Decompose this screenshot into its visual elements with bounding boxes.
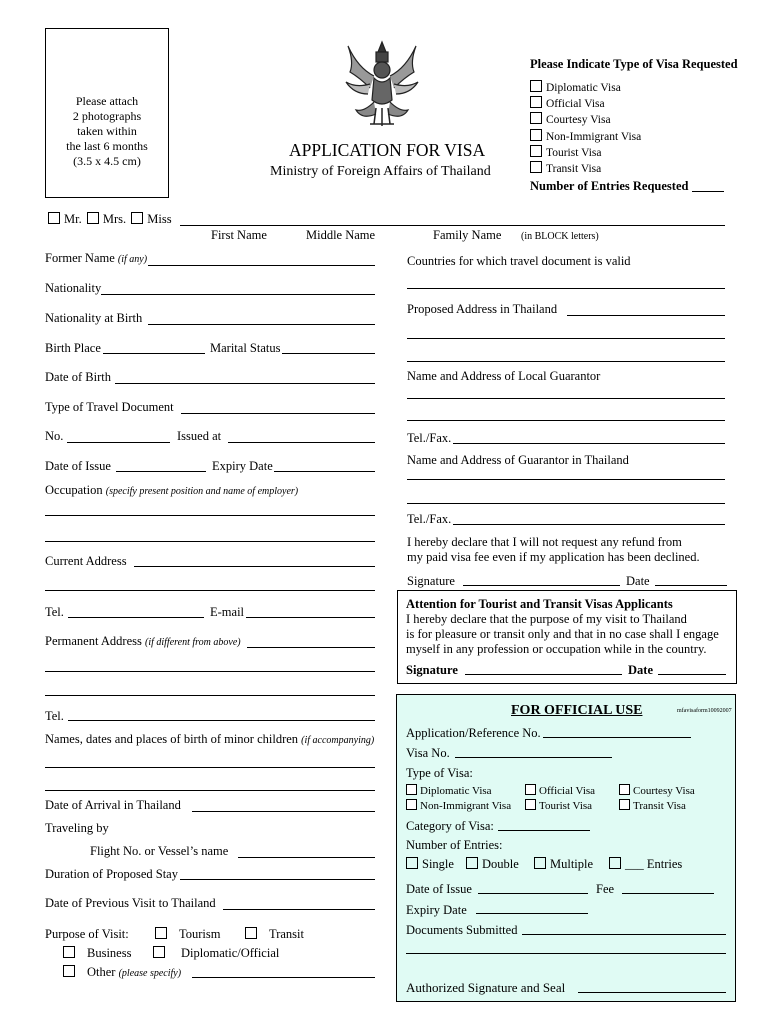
signature-label: Signature	[407, 574, 455, 588]
official-visa-option-transit[interactable]: Transit Visa	[619, 799, 686, 812]
telfax1-field[interactable]	[453, 443, 725, 444]
attention-signature-label: Signature	[406, 663, 458, 677]
purpose-tourism[interactable]: Tourism	[155, 927, 221, 942]
local-guarantor-label: Name and Address of Local Guarantor	[407, 369, 601, 383]
attention-heading: Attention for Tourist and Transit Visas Applicants	[406, 597, 673, 611]
email-field[interactable]	[246, 617, 375, 618]
category-label: Category of Visa:	[406, 819, 494, 833]
permanent-address-field-2[interactable]	[45, 671, 375, 672]
arrival-field[interactable]	[192, 811, 375, 812]
travel-doc-label: Type of Travel Document	[45, 400, 174, 414]
attention-line-3: myself in any profession or occupation while in the country.	[406, 642, 707, 656]
guarantor-thailand-field-1[interactable]	[407, 479, 725, 480]
title-miss: Miss	[147, 212, 172, 226]
visa-option-transit[interactable]: Transit Visa	[530, 161, 641, 177]
checkbox-icon[interactable]	[466, 857, 478, 869]
visa-type-options	[530, 80, 641, 177]
checkbox-icon[interactable]	[534, 857, 546, 869]
tel-field[interactable]	[68, 617, 204, 618]
entries-requested-field[interactable]	[692, 191, 724, 192]
authorized-signature-field[interactable]	[578, 992, 726, 993]
occupation-field-line-2[interactable]	[45, 541, 375, 542]
checkbox-icon[interactable]	[245, 927, 257, 939]
checkbox-icon[interactable]	[530, 145, 542, 157]
entry-option-multiple[interactable]: Multiple	[534, 857, 593, 872]
flight-no-label: Flight No. or Vessel’s name	[90, 844, 229, 858]
visa-option-courtesy[interactable]: Courtesy Visa	[530, 112, 641, 128]
checkbox-icon[interactable]	[619, 784, 630, 795]
form-subtitle: Ministry of Foreign Affairs of Thailand	[270, 164, 491, 179]
date-of-issue-field[interactable]	[116, 471, 206, 472]
travel-doc-field[interactable]	[181, 413, 375, 414]
first-name-label: First Name	[211, 228, 267, 242]
telfax2-label: Tel./Fax.	[407, 512, 452, 526]
doc-number-field[interactable]	[67, 442, 170, 443]
guarantor-thailand-label: Name and Address of Guarantor in Thailand	[407, 453, 629, 467]
photo-instruction-line: taken within	[77, 124, 137, 138]
children-label: Names, dates and places of birth of minor children (if accompanying)	[45, 732, 375, 746]
checkbox-icon[interactable]	[530, 129, 542, 141]
doc-number-label: No.	[45, 429, 64, 443]
app-ref-label: Application/Reference No.	[406, 726, 541, 740]
tel-label: Tel.	[45, 605, 64, 619]
telfax2-field[interactable]	[453, 524, 725, 525]
checkbox-icon[interactable]	[63, 946, 75, 958]
nationality-birth-field[interactable]	[148, 324, 375, 325]
flight-no-field[interactable]	[238, 857, 375, 858]
permanent-address-field-1[interactable]	[247, 647, 375, 648]
visa-type-heading: Please Indicate Type of Visa Requested	[530, 57, 738, 71]
official-visa-option-official[interactable]: Official Visa	[525, 784, 595, 797]
local-guarantor-field-1[interactable]	[407, 398, 725, 399]
visa-option-non-immigrant[interactable]: Non-Immigrant Visa	[530, 129, 641, 145]
guarantor-thailand-field-2[interactable]	[407, 503, 725, 504]
occupation-label: Occupation (specify present position and name of employer)	[45, 483, 299, 497]
official-visa-option-diplomatic[interactable]: Diplomatic Visa	[406, 784, 492, 797]
former-name-field[interactable]	[148, 265, 375, 266]
checkbox-icon[interactable]	[530, 161, 542, 173]
former-name-label: Former Name (if any)	[45, 251, 148, 265]
date-of-birth-field[interactable]	[115, 383, 375, 384]
official-expiry-date-field[interactable]	[476, 913, 588, 914]
checkbox-icon[interactable]	[530, 112, 542, 124]
checkbox-icon[interactable]	[131, 212, 143, 224]
attention-line-1: I hereby declare that the purpose of my visit to Thailand	[406, 612, 687, 626]
photo-attachment-box	[45, 28, 169, 198]
expiry-date-field[interactable]	[274, 471, 375, 472]
attention-date-field[interactable]	[658, 674, 726, 675]
type-of-visa-label: Type of Visa:	[406, 766, 473, 780]
documents-field-1[interactable]	[522, 934, 726, 935]
checkbox-icon[interactable]	[525, 784, 536, 795]
title-mrs: Mrs.	[102, 212, 127, 226]
photo-instruction-line: 2 photographs	[72, 109, 142, 123]
declaration-line-1: I hereby declare that I will not request any refund from	[407, 535, 682, 549]
duration-label: Duration of Proposed Stay	[45, 867, 178, 881]
declaration-line-2: my paid visa fee even if my application has been declined.	[407, 550, 700, 564]
date-of-birth-label: Date of Birth	[45, 370, 111, 384]
entry-option-custom[interactable]: ___ Entries	[609, 857, 682, 872]
photo-instruction-line: (3.5 x 4.5 cm)	[73, 154, 141, 168]
proposed-address-field-2[interactable]	[407, 338, 725, 339]
attention-date-label: Date	[628, 663, 653, 677]
entry-option-double[interactable]: Double	[466, 857, 519, 872]
current-address-field-2[interactable]	[45, 590, 375, 591]
proposed-address-field-1[interactable]	[567, 315, 725, 316]
nationality-label: Nationality	[45, 281, 102, 295]
date-label: Date	[626, 574, 650, 588]
prev-visit-field[interactable]	[223, 909, 375, 910]
middle-name-label: Middle Name	[306, 228, 376, 242]
expiry-date-label: Expiry Date	[212, 459, 273, 473]
checkbox-icon[interactable]	[153, 946, 165, 958]
purpose-other-field[interactable]	[192, 977, 375, 978]
visa-option-diplomatic[interactable]: Diplomatic Visa	[530, 80, 641, 96]
block-letters-note: (in BLOCK letters)	[521, 231, 599, 242]
attention-signature-field[interactable]	[465, 674, 622, 675]
countries-valid-label: Countries for which travel document is valid	[407, 254, 631, 268]
entry-option-single[interactable]: Single	[406, 857, 454, 872]
tel2-label: Tel.	[45, 709, 64, 723]
children-field-2[interactable]	[45, 790, 375, 791]
tel2-field[interactable]	[68, 720, 375, 721]
proposed-address-label: Proposed Address in Thailand	[407, 302, 558, 316]
checkbox-icon[interactable]	[530, 96, 542, 108]
issued-at-field[interactable]	[228, 442, 375, 443]
permanent-address-label: Permanent Address (if different from above)	[45, 634, 241, 648]
checkbox-icon[interactable]	[48, 212, 60, 224]
purpose-diplomatic[interactable]: Diplomatic/Official	[153, 946, 279, 961]
official-use-box	[396, 694, 736, 1002]
checkbox-icon[interactable]	[155, 927, 167, 939]
checkbox-icon[interactable]	[525, 799, 536, 810]
title-selection	[48, 212, 172, 227]
app-ref-field[interactable]	[543, 737, 691, 738]
nationality-birth-label: Nationality at Birth	[45, 311, 143, 325]
family-name-label: Family Name	[433, 228, 502, 242]
documents-label: Documents Submitted	[406, 923, 518, 937]
marital-status-field[interactable]	[282, 353, 375, 354]
authorized-signature-label: Authorized Signature and Seal	[406, 980, 566, 995]
checkbox-icon[interactable]	[609, 857, 621, 869]
purpose-label: Purpose of Visit:	[45, 927, 129, 941]
attention-line-2: is for pleasure or transit only and that in no case shall I engage	[406, 627, 719, 641]
prev-visit-label: Date of Previous Visit to Thailand	[45, 896, 216, 910]
purpose-business[interactable]: Business	[63, 946, 131, 961]
official-expiry-date-label: Expiry Date	[406, 903, 467, 917]
issued-at-label: Issued at	[177, 429, 222, 443]
garuda-emblem-icon	[340, 38, 424, 130]
visa-option-tourist[interactable]: Tourist Visa	[530, 145, 641, 161]
official-date-of-issue-field[interactable]	[478, 893, 588, 894]
photo-instruction-line: the last 6 months	[66, 139, 148, 153]
countries-valid-field[interactable]	[407, 288, 725, 289]
marital-status-label: Marital Status	[210, 341, 281, 355]
permanent-address-field-3[interactable]	[45, 695, 375, 696]
date-field[interactable]	[655, 585, 727, 586]
official-use-heading: FOR OFFICIAL USE	[511, 703, 643, 718]
official-date-of-issue-label: Date of Issue	[406, 882, 472, 896]
checkbox-icon[interactable]	[87, 212, 99, 224]
full-name-field[interactable]	[180, 225, 725, 226]
children-field-1[interactable]	[45, 767, 375, 768]
checkbox-icon[interactable]	[63, 965, 75, 977]
current-address-label: Current Address	[45, 554, 127, 568]
purpose-other[interactable]: Other (please specify)	[63, 965, 181, 980]
title-mr: Mr.	[64, 212, 82, 226]
official-visa-option-non-immigrant[interactable]: Non-Immigrant Visa	[406, 799, 511, 812]
checkbox-icon[interactable]	[406, 857, 418, 869]
checkbox-icon[interactable]	[406, 799, 417, 810]
birth-place-label: Birth Place	[45, 341, 101, 355]
email-label: E-mail	[210, 605, 245, 619]
proposed-address-field-3[interactable]	[407, 361, 725, 362]
form-title: APPLICATION FOR VISA	[289, 140, 486, 160]
attention-box	[397, 590, 737, 684]
visa-no-field[interactable]	[455, 757, 612, 758]
checkbox-icon[interactable]	[530, 80, 542, 92]
entries-requested-label: Number of Entries Requested	[530, 179, 689, 193]
fee-label: Fee	[596, 882, 615, 896]
duration-field[interactable]	[180, 879, 375, 880]
num-entries-label: Number of Entries:	[406, 838, 503, 852]
fee-field[interactable]	[622, 893, 714, 894]
photo-instruction-line: Please attach	[75, 94, 139, 108]
birth-place-field[interactable]	[103, 353, 205, 354]
current-address-field-1[interactable]	[134, 566, 375, 567]
local-guarantor-field-2[interactable]	[407, 420, 725, 421]
documents-field-2[interactable]	[406, 953, 726, 954]
occupation-field-line-1[interactable]	[45, 515, 375, 516]
category-field[interactable]	[498, 830, 590, 831]
visa-option-official[interactable]: Official Visa	[530, 96, 641, 112]
traveling-by-label: Traveling by	[45, 821, 109, 835]
official-visa-option-tourist[interactable]: Tourist Visa	[525, 799, 592, 812]
checkbox-icon[interactable]	[619, 799, 630, 810]
purpose-transit[interactable]: Transit	[245, 927, 304, 942]
form-code: mfavisaform10092007	[677, 708, 732, 714]
checkbox-icon[interactable]	[406, 784, 417, 795]
official-visa-option-courtesy[interactable]: Courtesy Visa	[619, 784, 695, 797]
telfax1-label: Tel./Fax.	[407, 431, 452, 445]
arrival-label: Date of Arrival in Thailand	[45, 798, 181, 812]
date-of-issue-label: Date of Issue	[45, 459, 111, 473]
signature-field[interactable]	[463, 585, 620, 586]
visa-no-label: Visa No.	[406, 746, 450, 760]
nationality-field[interactable]	[101, 294, 375, 295]
